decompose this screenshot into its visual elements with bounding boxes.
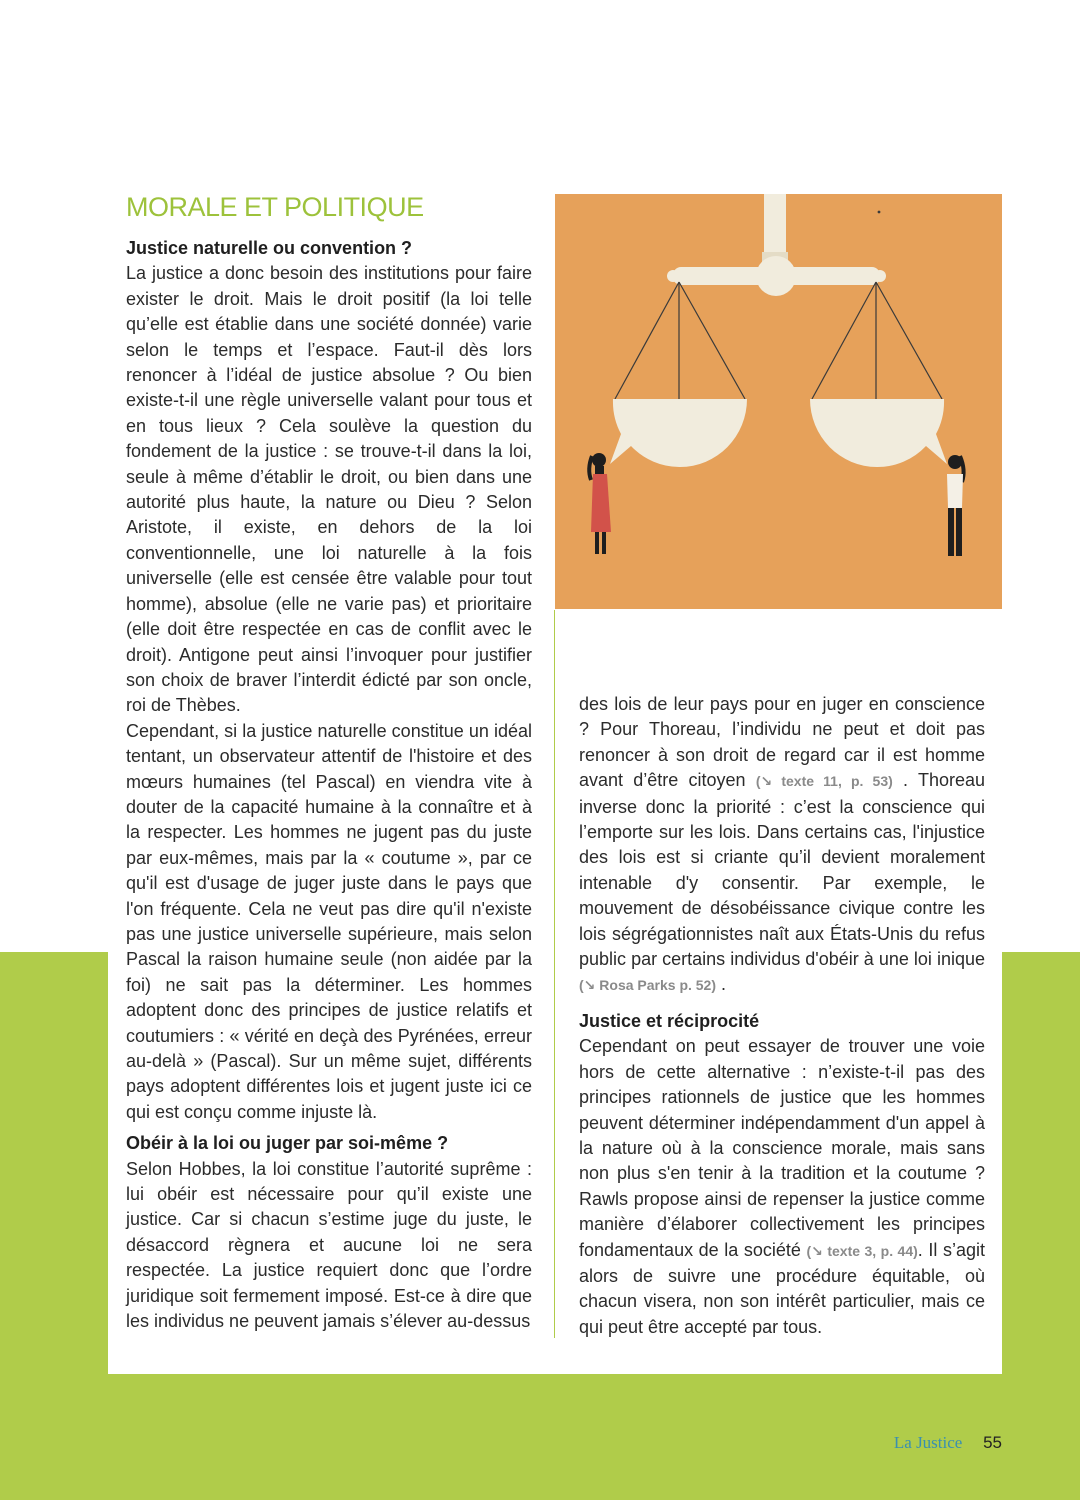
scales-of-justice-icon bbox=[555, 194, 1002, 609]
text-reciprocity-b: . Il s’agit alors de suivre une procédure équitable, où chacun visera, non son intérêt particulier, mais ce qui peut être accepté par tous. bbox=[579, 1239, 985, 1337]
text-obey-a: des lois de leur pays pour en juger en conscience ? Pour Thoreau, l’individu ne peut et doit pas renoncer à son droit de regard car il est homme avant d’être citoyen bbox=[579, 694, 985, 791]
left-column bbox=[126, 236, 532, 1334]
right-column bbox=[579, 692, 985, 1340]
heading-reciprocite: Justice et réciprocité bbox=[579, 1010, 760, 1031]
paragraph-natural-1: La justice a donc besoin des institutions pour faire exister le droit. Mais le droit positif (la loi telle qu’elle est établie dans une société donnée) varie selon le temps et l’espace. Faut-il dès lors renoncer à l’idéal de justice absolue ? Ou bien existe-t-il une règle universelle valant pour tous et en tous lieux ? Cela soulève la question du fondement de la justice : se trouve-t-il dans la loi, seule à même d’établir le droit, ou bien dans une autorité plus haute, la nature ou Dieu ? Selon Aristote, il existe, en dehors de la loi conventionnelle, une loi naturelle à la fois universelle (elle est censée être valable pour tout homme), absolue (elle ne varie pas) et prioritaire (elle doit être respectée en cas de conflit avec le droit). Antigone peut ainsi l’invoquer pour justifier son choix de braver l’interdit édicté par son oncle, roi de Thèbes. bbox=[126, 263, 532, 716]
section-title: MORALE ET POLITIQUE bbox=[126, 192, 424, 222]
heading-obeir-loi: Obéir à la loi ou juger par soi-même ? bbox=[126, 1133, 449, 1154]
paragraph-reciprocity bbox=[579, 1034, 985, 1340]
scales-illustration bbox=[555, 194, 1002, 609]
cross-reference-texte-3[interactable]: (↘ texte 3, p. 44) bbox=[806, 1242, 918, 1259]
paragraph-obey-right bbox=[579, 692, 985, 999]
page-footer bbox=[894, 1433, 1002, 1453]
paragraph-obey-left: Selon Hobbes, la loi constitue l’autorité suprême : lui obéir est nécessaire pour qu’il existe une justice. Car si chacun s’estime juge du juste, le désaccord règnera et aucune loi ne sera respectée. La justice requiert donc que l’ordre juridique soit fermement imposé. Est-ce à dire que les individus ne peuvent jamais s’élever au-dessus bbox=[126, 1158, 532, 1332]
heading-justice-naturelle: Justice naturelle ou convention ? bbox=[126, 238, 413, 258]
cross-reference-texte-11[interactable]: (↘ texte 11, p. 53) bbox=[755, 773, 893, 790]
cross-reference-rosa-parks[interactable]: (↘ Rosa Parks p. 52) bbox=[579, 977, 717, 994]
text-obey-c: . bbox=[721, 974, 727, 995]
column-divider bbox=[554, 610, 555, 1338]
paragraph-natural-2: Cependant, si la justice naturelle constitue un idéal tentant, un observateur attentif de l'histoire et des mœurs humaines (tel Pascal) en viendra vite à douter de la capacité humaine à la connaître et à la respecter. Les hommes ne jugent pas du juste par eux-mêmes, mais par la « coutume », par ce qu'il est d'usage de juger juste dans le pays que l'on fréquente. Cela ne veut pas dire qu'il n'existe pas une justice universelle supérieure, mais selon Pascal la raison humaine seule (non aidée par la foi) ne sait pas la déterminer. Les hommes adoptent donc des principes de justice relatifs et coutumiers : « vérité en deçà des Pyrénées, erreur au-delà » (Pascal). Sur un même sujet, différents pays adoptent différentes lois et jugent juste ici ce qui est conçu comme injuste là. bbox=[126, 720, 532, 1122]
chapter-name: La Justice bbox=[893, 1433, 963, 1452]
text-obey-b: . Thoreau inverse donc la priorité : c’est la conscience qui l’emporte sur les lois. Dans certains cas, l'injustice des lois est si criante qu’il devient moralement intenable d'y consentir. Par exemple, le mouvement de désobéissance civique contre les lois ségrégationnistes naît aux États-Unis du refus public par certains individus d'obéir à une loi inique bbox=[579, 770, 985, 970]
page-number: 55 bbox=[983, 1433, 1002, 1452]
text-reciprocity-a: Cependant on peut essayer de trouver une voie hors de cette alternative : n’existe-t-il pas des principes rationnels de justice que les hommes peuvent déterminer indépendamment d'un appel à la nature où à la conscience morale, mais sans non plus s'en tenir à la tradition et la coutume ? Rawls propose ainsi de repenser la justice comme manière d’élaborer collectivement les principes fondamentaux de la société bbox=[579, 1036, 985, 1260]
